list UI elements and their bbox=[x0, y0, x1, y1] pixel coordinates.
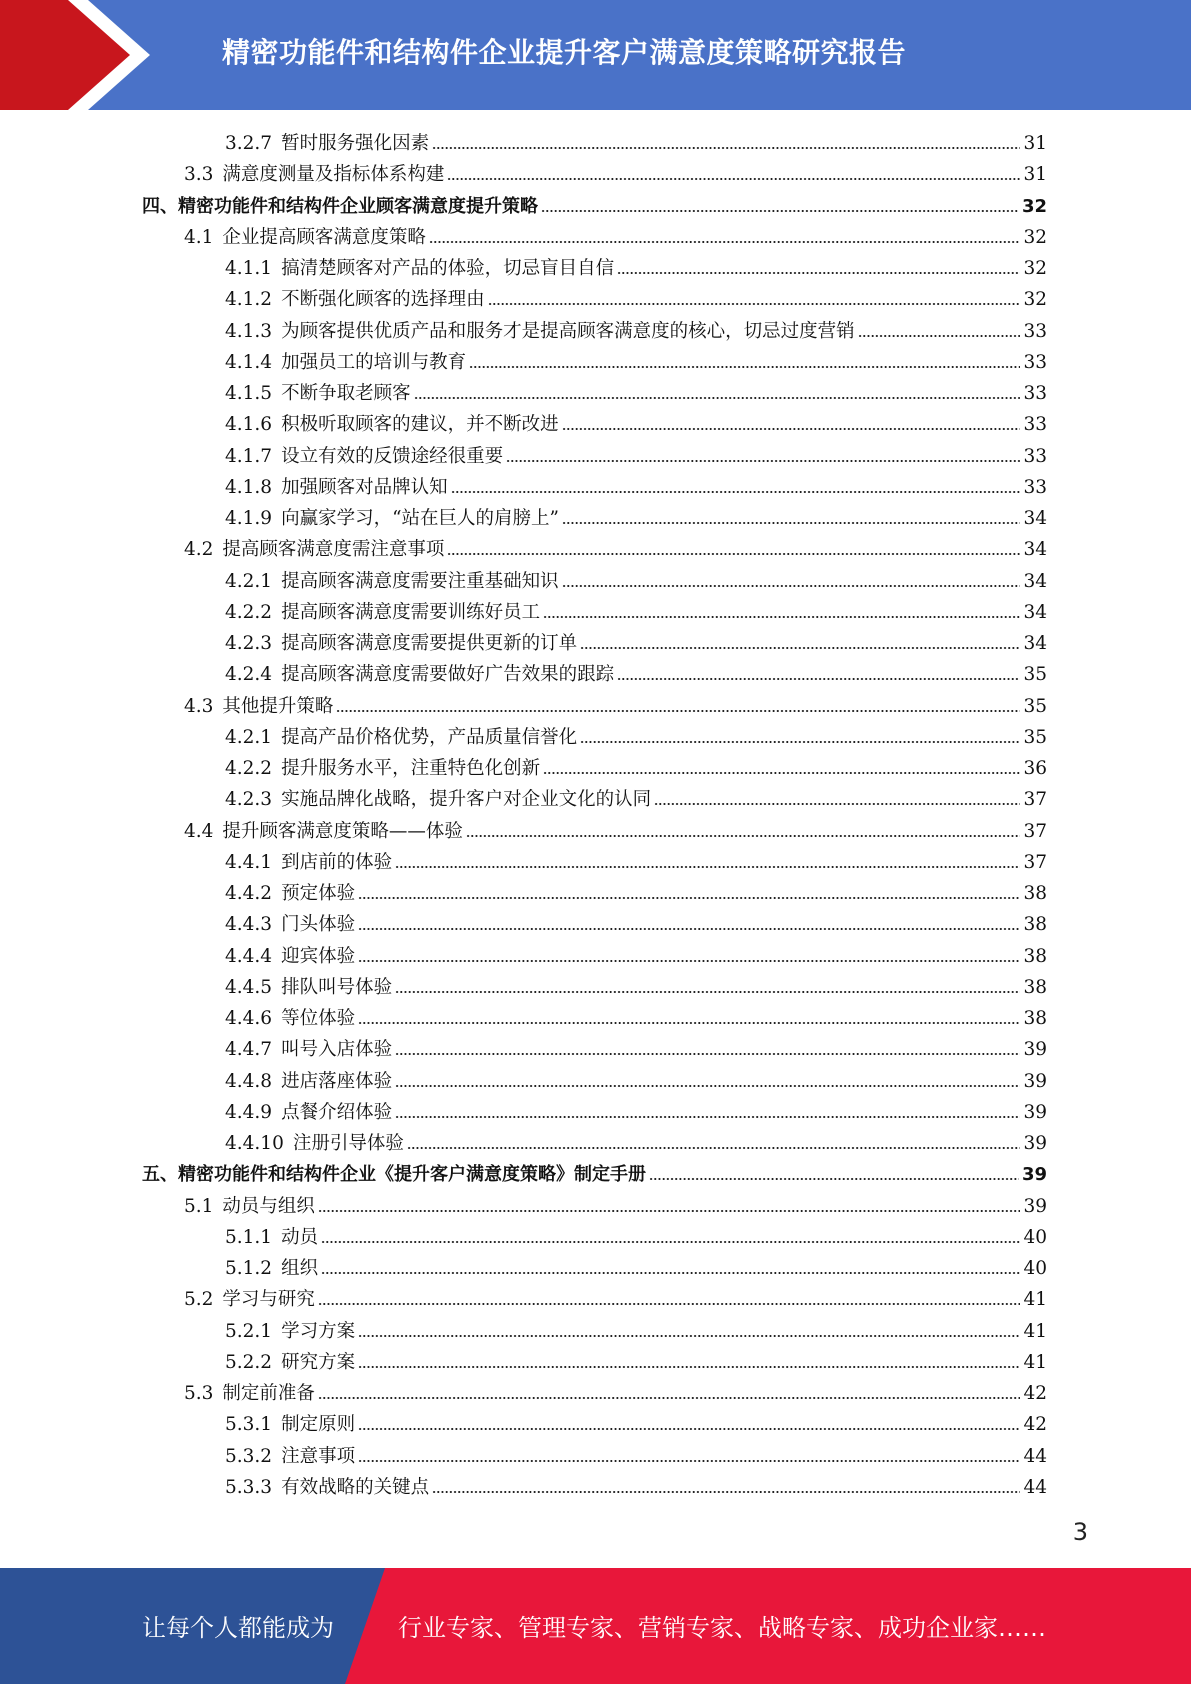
toc-entry-page: 34 bbox=[1023, 508, 1047, 529]
toc-dot-leader bbox=[358, 957, 1020, 965]
toc-entry[interactable] bbox=[184, 816, 1047, 847]
toc-entry[interactable] bbox=[225, 503, 1047, 534]
toc-entry-page: 38 bbox=[1023, 977, 1047, 998]
toc-entry-page: 34 bbox=[1023, 571, 1047, 592]
toc-entry-page: 44 bbox=[1023, 1446, 1047, 1467]
toc-dot-leader bbox=[407, 1144, 1021, 1152]
toc-entry-page: 32 bbox=[1023, 258, 1047, 279]
toc-dot-leader bbox=[469, 363, 1020, 371]
toc-entry[interactable] bbox=[225, 1128, 1047, 1159]
toc-dot-leader bbox=[466, 832, 1021, 840]
toc-entry-number: 4.4.10 bbox=[225, 1133, 284, 1154]
toc-entry-number: 4.1.1 bbox=[225, 258, 273, 279]
toc-entry[interactable] bbox=[184, 1284, 1047, 1315]
toc-entry-number: 3.3 bbox=[184, 164, 214, 185]
toc-entry[interactable] bbox=[225, 347, 1047, 378]
toc-dot-leader bbox=[358, 1019, 1020, 1027]
toc-dot-leader bbox=[395, 1113, 1020, 1121]
toc-entry[interactable] bbox=[225, 847, 1047, 878]
toc-entry-page: 39 bbox=[1023, 1039, 1047, 1060]
toc-entry[interactable] bbox=[225, 378, 1047, 409]
toc-entry[interactable] bbox=[225, 316, 1047, 347]
toc-entry[interactable] bbox=[225, 1409, 1047, 1440]
toc-entry-title: 加强顾客对品牌认知 bbox=[281, 477, 448, 498]
toc-entry-number: 4.1.9 bbox=[225, 508, 273, 529]
toc-entry[interactable] bbox=[225, 1441, 1047, 1472]
toc-entry-title: 不断强化顾客的选择理由 bbox=[281, 289, 485, 310]
toc-entry-title: 提高顾客满意度需要做好广告效果的跟踪 bbox=[281, 664, 615, 685]
toc-entry-title: 提高顾客满意度需要训练好员工 bbox=[281, 602, 541, 623]
toc-dot-leader bbox=[358, 1332, 1020, 1340]
toc-entry-title: 加强员工的培训与教育 bbox=[281, 352, 467, 373]
toc-entry[interactable] bbox=[225, 1066, 1047, 1097]
toc-entry[interactable] bbox=[225, 659, 1047, 690]
toc-dot-leader bbox=[395, 1050, 1020, 1058]
toc-dot-leader bbox=[395, 988, 1020, 996]
toc-entry-page: 39 bbox=[1023, 1071, 1047, 1092]
toc-entry-title: 注册引导体验 bbox=[292, 1133, 404, 1154]
toc-entry-title: 提升服务水平，注重特色化创新 bbox=[281, 758, 541, 779]
toc-entry[interactable] bbox=[225, 472, 1047, 503]
footer-slogan-right: 行业专家、管理专家、营销专家、战略专家、成功企业家…… bbox=[398, 1614, 1046, 1642]
toc-entry[interactable] bbox=[225, 1472, 1047, 1503]
toc-dot-leader bbox=[451, 488, 1021, 496]
toc-entry-page: 44 bbox=[1023, 1477, 1047, 1498]
toc-entry-number: 5.1.1 bbox=[225, 1227, 273, 1248]
toc-entry-number: 5.3.3 bbox=[225, 1477, 273, 1498]
toc-entry-title: 点餐介绍体验 bbox=[281, 1102, 393, 1123]
toc-entry-page: 38 bbox=[1023, 883, 1047, 904]
toc-entry-title: 研究方案 bbox=[281, 1352, 356, 1373]
toc-entry-page: 41 bbox=[1023, 1352, 1047, 1373]
toc-entry-page: 32 bbox=[1023, 289, 1047, 310]
toc-entry-title: 五、精密功能件和结构件企业《提升客户满意度策略》制定手册 bbox=[142, 1164, 646, 1185]
toc-entry-number: 4.2.4 bbox=[225, 664, 273, 685]
toc-entry-number: 4.2.1 bbox=[225, 571, 273, 592]
toc-dot-leader bbox=[543, 769, 1020, 777]
toc-entry-number: 4.4.4 bbox=[225, 946, 273, 967]
toc-dot-leader bbox=[649, 1175, 1019, 1183]
toc-dot-leader bbox=[358, 1425, 1020, 1433]
toc-entry[interactable] bbox=[225, 972, 1047, 1003]
toc-dot-leader bbox=[318, 1394, 1021, 1402]
toc-dot-leader bbox=[358, 1457, 1020, 1465]
toc-dot-leader bbox=[654, 800, 1020, 808]
toc-entry-number: 4.4.3 bbox=[225, 914, 273, 935]
toc-dot-leader bbox=[506, 457, 1020, 465]
toc-dot-leader bbox=[858, 332, 1021, 340]
toc-entry-number: 4.4.8 bbox=[225, 1071, 273, 1092]
toc-entry-title: 提高产品价格优势，产品质量信誉化 bbox=[281, 727, 578, 748]
toc-entry-title: 动员与组织 bbox=[222, 1196, 315, 1217]
toc-dot-leader bbox=[562, 425, 1021, 433]
toc-entry-page: 38 bbox=[1023, 914, 1047, 935]
toc-dot-leader bbox=[580, 738, 1020, 746]
toc-entry-page: 38 bbox=[1023, 946, 1047, 967]
toc-entry-number: 4.1.8 bbox=[225, 477, 273, 498]
toc-entry-number: 3.2.7 bbox=[225, 133, 273, 154]
toc-entry[interactable] bbox=[225, 628, 1047, 659]
footer-banner bbox=[0, 1568, 1191, 1684]
toc-entry-number: 4.2.3 bbox=[225, 789, 273, 810]
toc-entry-title: 叫号入店体验 bbox=[281, 1039, 393, 1060]
toc-entry-title: 排队叫号体验 bbox=[281, 977, 393, 998]
toc-entry-number: 4.1.7 bbox=[225, 446, 273, 467]
toc-entry-title: 搞清楚顾客对产品的体验，切忌盲目自信 bbox=[281, 258, 615, 279]
toc-entry-title: 提升顾客满意度策略——体验 bbox=[222, 821, 463, 842]
toc-entry-page: 33 bbox=[1023, 414, 1047, 435]
toc-dot-leader bbox=[488, 300, 1021, 308]
toc-dot-leader bbox=[395, 1082, 1020, 1090]
toc-dot-leader bbox=[617, 675, 1020, 683]
toc-entry-number: 4.1.3 bbox=[225, 321, 273, 342]
toc-entry-page: 41 bbox=[1023, 1289, 1047, 1310]
toc-entry[interactable] bbox=[225, 753, 1047, 784]
toc-dot-leader bbox=[395, 863, 1020, 871]
toc-entry-page: 39 bbox=[1021, 1164, 1047, 1185]
toc-entry-title: 提高顾客满意度需要提供更新的订单 bbox=[281, 633, 578, 654]
toc-entry[interactable] bbox=[225, 597, 1047, 628]
toc-entry-page: 32 bbox=[1023, 227, 1047, 248]
toc-dot-leader bbox=[562, 519, 1020, 527]
toc-dot-leader bbox=[562, 582, 1021, 590]
toc-entry-page: 37 bbox=[1023, 821, 1047, 842]
toc-entry-title: 不断争取老顾客 bbox=[281, 383, 411, 404]
toc-entry-page: 38 bbox=[1023, 1008, 1047, 1029]
toc-entry-page: 35 bbox=[1023, 727, 1047, 748]
toc-entry-title: 有效战略的关键点 bbox=[281, 1477, 430, 1498]
toc-entry[interactable] bbox=[225, 1034, 1047, 1065]
toc-entry-title: 暂时服务强化因素 bbox=[281, 133, 430, 154]
toc-entry-title: 积极听取顾客的建议，并不断改进 bbox=[281, 414, 559, 435]
toc-dot-leader bbox=[543, 613, 1020, 621]
toc-entry[interactable] bbox=[225, 1222, 1047, 1253]
toc-entry-page: 31 bbox=[1023, 164, 1047, 185]
toc-entry-page: 33 bbox=[1023, 321, 1047, 342]
toc-entry-page: 39 bbox=[1023, 1133, 1047, 1154]
toc-dot-leader bbox=[321, 1269, 1020, 1277]
toc-entry-page: 41 bbox=[1023, 1321, 1047, 1342]
toc-entry-number: 4.4.7 bbox=[225, 1039, 273, 1060]
toc-entry-page: 36 bbox=[1023, 758, 1047, 779]
toc-entry-number: 4.4.6 bbox=[225, 1008, 273, 1029]
toc-entry-page: 33 bbox=[1023, 352, 1047, 373]
toc-entry-page: 34 bbox=[1023, 539, 1047, 560]
toc-entry-title: 预定体验 bbox=[281, 883, 356, 904]
toc-entry-title: 制定前准备 bbox=[222, 1383, 315, 1404]
toc-entry[interactable] bbox=[184, 159, 1047, 190]
toc-entry[interactable] bbox=[184, 534, 1047, 565]
toc-entry[interactable] bbox=[225, 441, 1047, 472]
toc-entry-title: 向赢家学习，“站在巨人的肩膀上” bbox=[281, 508, 559, 529]
toc-dot-leader bbox=[358, 894, 1020, 902]
toc-entry-number: 4.1.2 bbox=[225, 289, 273, 310]
toc-entry-number: 5.1 bbox=[184, 1196, 214, 1217]
toc-dot-leader bbox=[617, 269, 1020, 277]
toc-entry-title: 企业提高顾客满意度策略 bbox=[222, 227, 426, 248]
header-title: 精密功能件和结构件企业提升客户满意度策略研究报告 bbox=[222, 36, 907, 69]
toc-entry-number: 5.3 bbox=[184, 1383, 214, 1404]
toc-entry[interactable] bbox=[225, 1347, 1047, 1378]
toc-dot-leader bbox=[432, 1488, 1020, 1496]
toc-dot-leader bbox=[336, 707, 1020, 715]
toc-entry[interactable] bbox=[225, 878, 1047, 909]
toc-entry-title: 注意事项 bbox=[281, 1446, 356, 1467]
toc-entry-page: 37 bbox=[1023, 789, 1047, 810]
toc-entry-number: 4.4.2 bbox=[225, 883, 273, 904]
toc-dot-leader bbox=[318, 1207, 1021, 1215]
toc-entry-number: 4.1.4 bbox=[225, 352, 273, 373]
toc-entry-title: 设立有效的反馈途经很重要 bbox=[281, 446, 504, 467]
toc-entry-title: 到店前的体验 bbox=[281, 852, 393, 873]
toc-entry-number: 4.4.1 bbox=[225, 852, 273, 873]
toc-entry-number: 5.3.2 bbox=[225, 1446, 273, 1467]
toc-entry-number: 4.2.2 bbox=[225, 602, 273, 623]
toc-entry[interactable] bbox=[225, 1253, 1047, 1284]
toc-entry-page: 37 bbox=[1023, 852, 1047, 873]
footer-slogan-left: 让每个人都能成为 bbox=[142, 1614, 334, 1642]
toc-entry[interactable] bbox=[184, 691, 1047, 722]
toc-entry-number: 4.4 bbox=[184, 821, 214, 842]
toc-entry[interactable] bbox=[142, 191, 1047, 222]
toc-dot-leader bbox=[541, 207, 1019, 215]
toc-entry-number: 4.4.5 bbox=[225, 977, 273, 998]
toc-entry[interactable] bbox=[225, 784, 1047, 815]
toc-entry[interactable] bbox=[225, 1316, 1047, 1347]
toc-dot-leader bbox=[447, 175, 1020, 183]
toc-entry-page: 42 bbox=[1023, 1383, 1047, 1404]
toc-dot-leader bbox=[358, 1363, 1020, 1371]
toc-entry[interactable] bbox=[225, 909, 1047, 940]
toc-entry[interactable] bbox=[225, 128, 1047, 159]
toc-entry-page: 33 bbox=[1023, 446, 1047, 467]
toc-entry-number: 4.2 bbox=[184, 539, 214, 560]
toc-dot-leader bbox=[429, 238, 1021, 246]
toc-dot-leader bbox=[321, 1238, 1020, 1246]
toc-entry-page: 35 bbox=[1023, 696, 1047, 717]
toc-entry-title: 提高顾客满意度需要注重基础知识 bbox=[281, 571, 559, 592]
toc-entry-page: 35 bbox=[1023, 664, 1047, 685]
toc-entry[interactable] bbox=[225, 941, 1047, 972]
toc-entry-title: 组织 bbox=[281, 1258, 319, 1279]
toc-entry[interactable] bbox=[225, 284, 1047, 315]
toc-dot-leader bbox=[318, 1300, 1021, 1308]
toc-entry-page: 40 bbox=[1023, 1227, 1047, 1248]
toc-dot-leader bbox=[580, 644, 1020, 652]
header-chevron-decoration bbox=[0, 0, 150, 110]
toc-entry-title: 动员 bbox=[281, 1227, 319, 1248]
toc-entry-title: 制定原则 bbox=[281, 1414, 356, 1435]
toc-entry-number: 4.1 bbox=[184, 227, 214, 248]
toc-dot-leader bbox=[414, 394, 1021, 402]
toc-entry-number: 4.3 bbox=[184, 696, 214, 717]
toc-entry-page: 32 bbox=[1021, 196, 1047, 217]
toc-entry[interactable] bbox=[184, 222, 1047, 253]
toc-entry-number: 4.4.9 bbox=[225, 1102, 273, 1123]
toc-entry[interactable] bbox=[184, 1378, 1047, 1409]
header-banner bbox=[0, 0, 1191, 110]
toc-entry-number: 5.2.1 bbox=[225, 1321, 273, 1342]
toc-entry-number: 4.2.3 bbox=[225, 633, 273, 654]
toc-entry-title: 满意度测量及指标体系构建 bbox=[222, 164, 445, 185]
page-number: 3 bbox=[1072, 1518, 1088, 1546]
toc-entry-title: 进店落座体验 bbox=[281, 1071, 393, 1092]
chevron-red-fill bbox=[0, 0, 130, 110]
toc-entry-title: 迎宾体验 bbox=[281, 946, 356, 967]
toc-entry[interactable] bbox=[225, 409, 1047, 440]
toc-entry-number: 4.2.2 bbox=[225, 758, 273, 779]
toc-entry-page: 40 bbox=[1023, 1258, 1047, 1279]
toc-entry-number: 5.2 bbox=[184, 1289, 214, 1310]
toc-entry-title: 为顾客提供优质产品和服务才是提高顾客满意度的核心，切忌过度营销 bbox=[281, 321, 855, 342]
toc-entry-number: 4.1.5 bbox=[225, 383, 273, 404]
toc-entry[interactable] bbox=[225, 1003, 1047, 1034]
toc-entry[interactable] bbox=[225, 253, 1047, 284]
toc-entry-number: 5.3.1 bbox=[225, 1414, 273, 1435]
toc-entry-title: 门头体验 bbox=[281, 914, 356, 935]
toc-entry-page: 39 bbox=[1023, 1196, 1047, 1217]
toc-entry-title: 学习与研究 bbox=[222, 1289, 315, 1310]
toc-dot-leader bbox=[432, 144, 1020, 152]
toc-entry[interactable] bbox=[184, 1191, 1047, 1222]
toc-entry-page: 33 bbox=[1023, 383, 1047, 404]
toc-dot-leader bbox=[358, 925, 1020, 933]
toc-entry-number: 5.2.2 bbox=[225, 1352, 273, 1373]
toc-entry-title: 等位体验 bbox=[281, 1008, 356, 1029]
toc-entry-page: 42 bbox=[1023, 1414, 1047, 1435]
toc-entry-number: 5.1.2 bbox=[225, 1258, 273, 1279]
toc-entry-page: 34 bbox=[1023, 602, 1047, 623]
toc-entry[interactable] bbox=[225, 1097, 1047, 1128]
toc-entry-number: 4.2.1 bbox=[225, 727, 273, 748]
toc-entry-title: 实施品牌化战略，提升客户对企业文化的认同 bbox=[281, 789, 652, 810]
toc-entry[interactable] bbox=[142, 1159, 1047, 1190]
toc-entry[interactable] bbox=[225, 722, 1047, 753]
toc-entry-page: 33 bbox=[1023, 477, 1047, 498]
toc-entry-title: 学习方案 bbox=[281, 1321, 356, 1342]
toc-dot-leader bbox=[447, 550, 1020, 558]
toc-entry-number: 4.1.6 bbox=[225, 414, 273, 435]
toc-entry[interactable] bbox=[225, 566, 1047, 597]
toc-entry-title: 提高顾客满意度需注意事项 bbox=[222, 539, 445, 560]
toc-entry-page: 34 bbox=[1023, 633, 1047, 654]
toc-entry-page: 31 bbox=[1023, 133, 1047, 154]
toc-entry-title: 四、精密功能件和结构件企业顾客满意度提升策略 bbox=[142, 196, 538, 217]
toc-entry-page: 39 bbox=[1023, 1102, 1047, 1123]
toc-entry-title: 其他提升策略 bbox=[222, 696, 334, 717]
